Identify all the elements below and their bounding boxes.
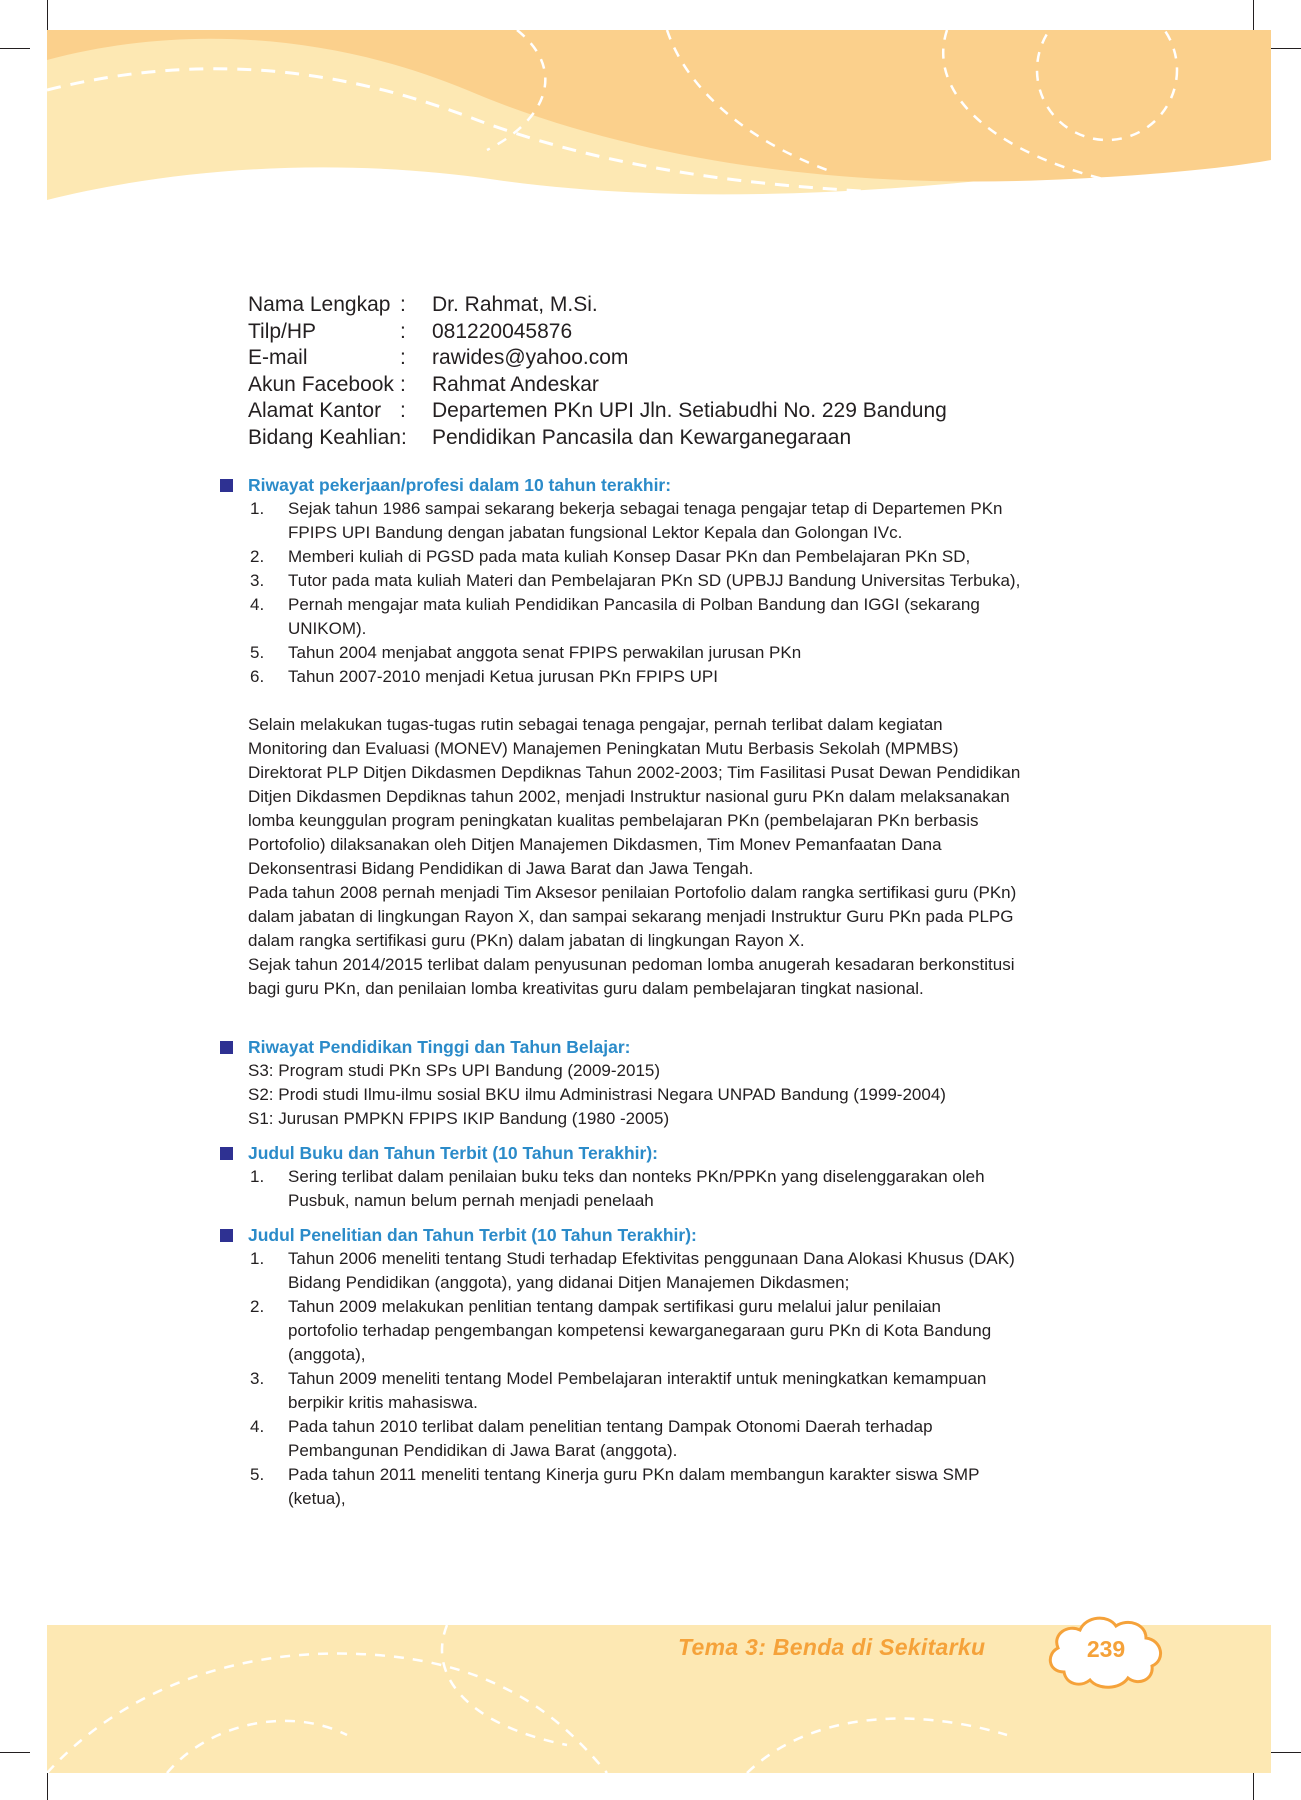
research-heading: [248, 1223, 1128, 1247]
profile-row: [248, 425, 1128, 452]
profile-label: Akun Facebook: [248, 372, 394, 396]
profile-row: [248, 398, 1128, 425]
list-number: 5.: [250, 1465, 265, 1484]
list-item-line: Pada tahun 2011 meneliti tentang Kinerja guru PKn dalam membangun karakter siswa SMP: [288, 1465, 980, 1484]
crop-mark: [0, 48, 30, 49]
work-history-heading-text: Riwayat pekerjaan/profesi dalam 10 tahun terakhir:: [248, 475, 672, 495]
biography-content: [248, 292, 1128, 1511]
paragraph-line: Sejak tahun 2014/2015 terlibat dalam penyusunan pedoman lomba anugerah kesadaran berkonstitusi: [248, 955, 1015, 974]
crop-mark: [47, 1770, 48, 1800]
profile-colon: :: [400, 346, 406, 369]
crop-mark: [1271, 48, 1301, 49]
list-item-line: Sering terlibat dalam penilaian buku teks dan nonteks PKn/PPKn yang diselenggarakan oleh: [288, 1167, 985, 1186]
list-number: 2.: [250, 547, 265, 566]
profile-row: [248, 319, 1128, 346]
profile-value: Dr. Rahmat, M.Si.: [432, 293, 598, 316]
work-history-section: [248, 473, 1128, 1001]
list-item-line: Tahun 2009 melakukan penlitian tentang dampak sertifikasi guru melalui jalur penilaian: [288, 1297, 942, 1316]
list-item: [248, 665, 1128, 689]
profile-row: [248, 345, 1128, 372]
list-item-line: Tahun 2007-2010 menjadi Ketua jurusan PKn FPIPS UPI: [288, 667, 718, 686]
list-number: 4.: [250, 1417, 265, 1436]
list-number: 6.: [250, 667, 265, 686]
square-bullet-icon: [220, 479, 233, 492]
square-bullet-icon: [220, 1147, 233, 1160]
education-item: S3: Program studi PKn SPs UPI Bandung (2009-2015): [248, 1061, 661, 1080]
paragraph-line: Direktorat PLP Ditjen Dikdasmen Depdiknas Tahun 2002-2003; Tim Fasilitasi Pusat Dewan Pendidikan: [248, 763, 1021, 782]
crop-mark: [47, 0, 48, 30]
list-item-line: Tahun 2009 meneliti tentang Model Pembelajaran interaktif untuk meningkatkan kemampuan: [288, 1369, 987, 1388]
books-heading-text: Judul Buku dan Tahun Terbit (10 Tahun Terakhir):: [248, 1143, 658, 1163]
profile-row: [248, 372, 1128, 399]
books-heading: [248, 1141, 1128, 1165]
education-item: S1: Jurusan PMPKN FPIPS IKIP Bandung (1980 -2005): [248, 1109, 670, 1128]
profile-colon: :: [400, 372, 406, 396]
list-number: 3.: [250, 571, 265, 590]
work-history-list: [248, 497, 1128, 689]
profile-colon: :: [400, 293, 406, 316]
list-item: [248, 569, 1128, 593]
list-item-line: Tahun 2006 meneliti tentang Studi terhadap Efektivitas penggunaan Dana Alokasi Khusus (DAK): [288, 1249, 1015, 1268]
list-item-line: (ketua),: [288, 1489, 346, 1508]
list-item: [248, 1415, 1128, 1463]
list-number: 1.: [250, 499, 265, 518]
list-item-line: berpikir kritis mahasiswa.: [288, 1393, 478, 1412]
list-item-line: Tahun 2004 menjabat anggota senat FPIPS perwakilan jurusan PKn: [288, 643, 802, 662]
profile-table: [248, 292, 1128, 451]
research-list: [248, 1247, 1128, 1511]
list-item-line: portofolio terhadap pengembangan kompetensi kewarganegaraan guru PKn di Kota Bandung: [288, 1321, 992, 1340]
list-item: [248, 497, 1128, 545]
footer-title: Tema 3: Benda di Sekitarku: [678, 1634, 986, 1660]
list-item: [248, 1463, 1128, 1511]
crop-mark: [1253, 1770, 1254, 1800]
list-number: 1.: [250, 1167, 265, 1186]
work-paragraph: [248, 713, 1128, 1001]
crop-mark: [1271, 1752, 1301, 1753]
profile-value: Departemen PKn UPI Jln. Setiabudhi No. 229 Bandung: [432, 399, 947, 422]
list-item-line: UNIKOM).: [288, 619, 367, 638]
square-bullet-icon: [220, 1229, 233, 1242]
profile-colon: [400, 425, 432, 452]
list-item-line: (anggota),: [288, 1345, 366, 1364]
list-item: [248, 1165, 1128, 1213]
crop-mark: [1253, 0, 1254, 30]
list-number: 3.: [250, 1369, 265, 1388]
list-number: 5.: [250, 643, 265, 662]
education-heading: [248, 1035, 1128, 1059]
header-decoration: [47, 30, 1271, 210]
profile-row: [248, 292, 1128, 319]
list-item-line: Pembangunan Pendidikan di Jawa Barat (anggota).: [288, 1441, 678, 1460]
paragraph-line: Dekonsentrasi Bidang Pendidikan di Jawa Barat dan Jawa Tengah.: [248, 859, 754, 878]
paragraph-line: Pada tahun 2008 pernah menjadi Tim Aksesor penilaian Portofolio dalam rangka sertifikasi guru (PKn): [248, 883, 1017, 902]
paragraph-line: Monitoring dan Evaluasi (MONEV) Manajemen Peningkatan Mutu Berbasis Sekolah (MPMBS): [248, 739, 959, 758]
crop-mark: [0, 1752, 30, 1753]
profile-colon: :: [400, 399, 406, 422]
list-item: [248, 593, 1128, 641]
education-heading-text: Riwayat Pendidikan Tinggi dan Tahun Belajar:: [248, 1037, 631, 1057]
list-item-line: Tutor pada mata kuliah Materi dan Pembelajaran PKn SD (UPBJJ Bandung Universitas Terbuka),: [288, 571, 1021, 590]
list-item-line: Pernah mengajar mata kuliah Pendidikan Pancasila di Polban Bandung dan IGGI (sekarang: [288, 595, 980, 614]
research-heading-text: Judul Penelitian dan Tahun Terbit (10 Tahun Terakhir):: [248, 1225, 697, 1245]
paragraph-line: lomba keunggulan program peningkatan kualitas pembelajaran PKn (pembelajaran PKn berbasis: [248, 811, 979, 830]
list-item: [248, 641, 1128, 665]
list-number: 4.: [250, 595, 265, 614]
profile-value: Pendidikan Pancasila dan Kewarganegaraan: [432, 425, 852, 449]
profile-value: Rahmat Andeskar: [432, 372, 599, 396]
education-section: [248, 1035, 1128, 1131]
profile-label: Tilp/HP: [248, 319, 317, 343]
list-number: 2.: [250, 1297, 265, 1316]
profile-label: Bidang Keahlian:: [248, 425, 407, 449]
list-item: [248, 545, 1128, 569]
paragraph-line: Ditjen Dikdasmen Depdiknas tahun 2002, menjadi Instruktur nasional guru PKn dalam melaksanakan: [248, 787, 1010, 806]
paragraph-line: Selain melakukan tugas-tugas rutin sebagai tenaga pengajar, pernah terlibat dalam kegiatan: [248, 715, 943, 734]
paragraph-line: Portofolio) dilaksanakan oleh Ditjen Manajemen Dikdasmen, Tim Monev Pemanfaatan Dana: [248, 835, 942, 854]
list-item-line: Memberi kuliah di PGSD pada mata kuliah Konsep Dasar PKn dan Pembelajaran PKn SD,: [288, 547, 971, 566]
research-section: [248, 1223, 1128, 1511]
paragraph-line: bagi guru PKn, dan penilaian lomba kreativitas guru dalam pembelajaran tingkat nasional.: [248, 979, 924, 998]
list-item-line: Pada tahun 2010 terlibat dalam penelitian tentang Dampak Otonomi Daerah terhadap: [288, 1417, 933, 1436]
work-history-heading: [248, 473, 1128, 497]
square-bullet-icon: [220, 1041, 233, 1054]
profile-colon: :: [400, 319, 406, 343]
books-list: [248, 1165, 1128, 1213]
profile-label: Nama Lengkap: [248, 293, 391, 316]
paragraph-line: dalam jabatan di lingkungan Rayon X, dan sampai sekarang menjadi Instruktur Guru PKn pada PLPG: [248, 907, 1014, 926]
education-item: S2: Prodi studi Ilmu-ilmu sosial BKU ilmu Administrasi Negara UNPAD Bandung (1999-2004): [248, 1085, 946, 1104]
profile-label: E-mail: [248, 346, 308, 369]
list-item-line: Bidang Pendidikan (anggota), yang didanai Ditjen Manajemen Dikdasmen;: [288, 1273, 850, 1292]
list-number: 1.: [250, 1249, 265, 1268]
books-section: [248, 1141, 1128, 1213]
list-item: [248, 1367, 1128, 1415]
list-item-line: FPIPS UPI Bandung dengan jabatan fungsional Lektor Kepala dan Golongan IVc.: [288, 523, 903, 542]
list-item: [248, 1247, 1128, 1295]
page-number: 239: [1086, 1636, 1126, 1662]
list-item: [248, 1295, 1128, 1367]
education-list: [248, 1059, 1128, 1131]
profile-value: rawides@yahoo.com: [432, 346, 629, 369]
list-item-line: Pusbuk, namun belum pernah menjadi penelaah: [288, 1191, 654, 1210]
profile-label: Alamat Kantor: [248, 399, 382, 422]
list-item-line: Sejak tahun 1986 sampai sekarang bekerja sebagai tenaga pengajar tetap di Departemen PKn: [288, 499, 1003, 518]
profile-value: 081220045876: [432, 319, 573, 343]
paragraph-line: dalam rangka sertifikasi guru (PKn) dalam jabatan di lingkungan Rayon X.: [248, 931, 805, 950]
